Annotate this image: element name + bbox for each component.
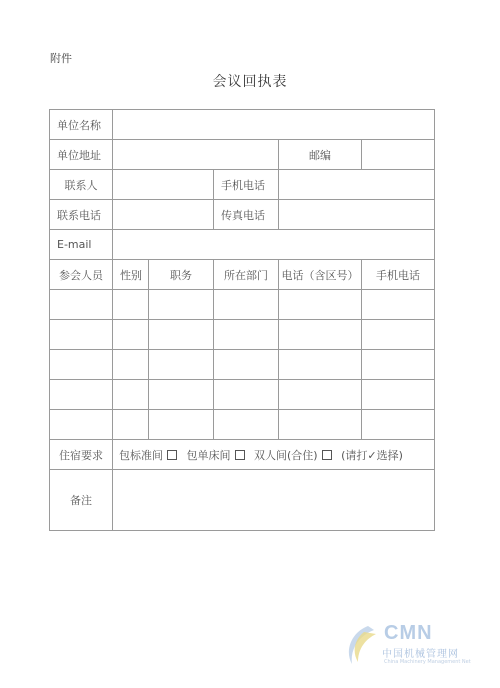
unit-name-label: 单位名称 bbox=[50, 110, 113, 140]
watermark-subtitle: 中国机械管理网 bbox=[382, 649, 459, 660]
attendee-cell[interactable] bbox=[50, 290, 113, 320]
attendee-cell[interactable] bbox=[113, 350, 149, 380]
attendee-cell[interactable] bbox=[279, 410, 362, 440]
attendee-cell[interactable] bbox=[50, 380, 113, 410]
header-phone-area-code: 电话（含区号） bbox=[279, 260, 362, 290]
attendee-cell[interactable] bbox=[279, 350, 362, 380]
attendee-cell[interactable] bbox=[149, 410, 214, 440]
remarks-field[interactable] bbox=[113, 470, 435, 531]
attendee-cell[interactable] bbox=[362, 320, 435, 350]
email-field[interactable] bbox=[113, 230, 435, 260]
email-label: E-mail bbox=[50, 230, 113, 260]
remarks-label: 备注 bbox=[50, 470, 113, 531]
row-unit-address bbox=[50, 140, 435, 170]
attendee-cell[interactable] bbox=[362, 350, 435, 380]
checkbox-shared-double[interactable] bbox=[322, 450, 332, 460]
attendee-row bbox=[50, 290, 435, 320]
attendee-cell[interactable] bbox=[214, 380, 279, 410]
attendee-cell[interactable] bbox=[113, 380, 149, 410]
option-single-room: 包单床间 bbox=[186, 448, 231, 462]
header-attendee: 参会人员 bbox=[50, 260, 113, 290]
contact-phone-label: 联系电话 bbox=[50, 200, 113, 230]
mobile-phone-label: 手机电话 bbox=[214, 170, 279, 200]
contact-person-label: 联系人 bbox=[50, 170, 113, 200]
header-position: 职务 bbox=[149, 260, 214, 290]
attendee-cell[interactable] bbox=[362, 290, 435, 320]
attendee-cell[interactable] bbox=[50, 410, 113, 440]
row-email bbox=[50, 230, 435, 260]
attendee-cell[interactable] bbox=[362, 410, 435, 440]
attendee-cell[interactable] bbox=[113, 320, 149, 350]
attendee-header-row bbox=[50, 260, 435, 290]
option-standard-room: 包标准间 bbox=[119, 448, 163, 462]
reply-form-table bbox=[49, 109, 435, 531]
header-mobile: 手机电话 bbox=[362, 260, 435, 290]
header-department: 所在部门 bbox=[214, 260, 279, 290]
attendee-cell[interactable] bbox=[149, 290, 214, 320]
row-contact bbox=[50, 170, 435, 200]
accommodation-label: 住宿要求 bbox=[50, 440, 113, 470]
attendee-cell[interactable] bbox=[113, 290, 149, 320]
attendee-cell[interactable] bbox=[279, 380, 362, 410]
attendee-cell[interactable] bbox=[214, 410, 279, 440]
attendee-cell[interactable] bbox=[214, 290, 279, 320]
attendee-cell[interactable] bbox=[50, 350, 113, 380]
accommodation-options bbox=[113, 440, 435, 470]
attendee-cell[interactable] bbox=[214, 320, 279, 350]
attendee-cell[interactable] bbox=[279, 290, 362, 320]
selection-instruction: (请打✓选择) bbox=[341, 448, 403, 462]
attendee-cell[interactable] bbox=[279, 320, 362, 350]
attendee-row bbox=[50, 350, 435, 380]
attendee-cell[interactable] bbox=[50, 320, 113, 350]
unit-address-label: 单位地址 bbox=[50, 140, 113, 170]
row-remarks bbox=[50, 470, 435, 531]
attendee-cell[interactable] bbox=[214, 350, 279, 380]
postcode-field[interactable] bbox=[362, 140, 435, 170]
fax-phone-field[interactable] bbox=[279, 200, 435, 230]
option-shared-double: 双人间(合住) bbox=[254, 448, 318, 462]
row-unit-name bbox=[50, 110, 435, 140]
watermark-tagline: China Machinery Management Net bbox=[384, 659, 471, 665]
fax-phone-label: 传真电话 bbox=[214, 200, 279, 230]
attendee-row bbox=[50, 320, 435, 350]
checkbox-single-room[interactable] bbox=[235, 450, 245, 460]
attendee-cell[interactable] bbox=[149, 320, 214, 350]
attendee-cell[interactable] bbox=[149, 350, 214, 380]
attendee-cell[interactable] bbox=[362, 380, 435, 410]
row-phone bbox=[50, 200, 435, 230]
unit-address-field[interactable] bbox=[113, 140, 279, 170]
contact-phone-field[interactable] bbox=[113, 200, 214, 230]
attendee-row bbox=[50, 410, 435, 440]
watermark-brand: CMN bbox=[384, 622, 433, 644]
checkbox-standard-room[interactable] bbox=[167, 450, 177, 460]
row-accommodation bbox=[50, 440, 435, 470]
attendee-row bbox=[50, 380, 435, 410]
page-title: 会议回执表 bbox=[212, 74, 288, 90]
mobile-phone-field[interactable] bbox=[279, 170, 435, 200]
header-gender: 性别 bbox=[113, 260, 149, 290]
contact-person-field[interactable] bbox=[113, 170, 214, 200]
attachment-label: 附件 bbox=[50, 52, 72, 65]
postcode-label: 邮编 bbox=[279, 140, 362, 170]
attendee-cell[interactable] bbox=[149, 380, 214, 410]
unit-name-field[interactable] bbox=[113, 110, 435, 140]
attendee-cell[interactable] bbox=[113, 410, 149, 440]
